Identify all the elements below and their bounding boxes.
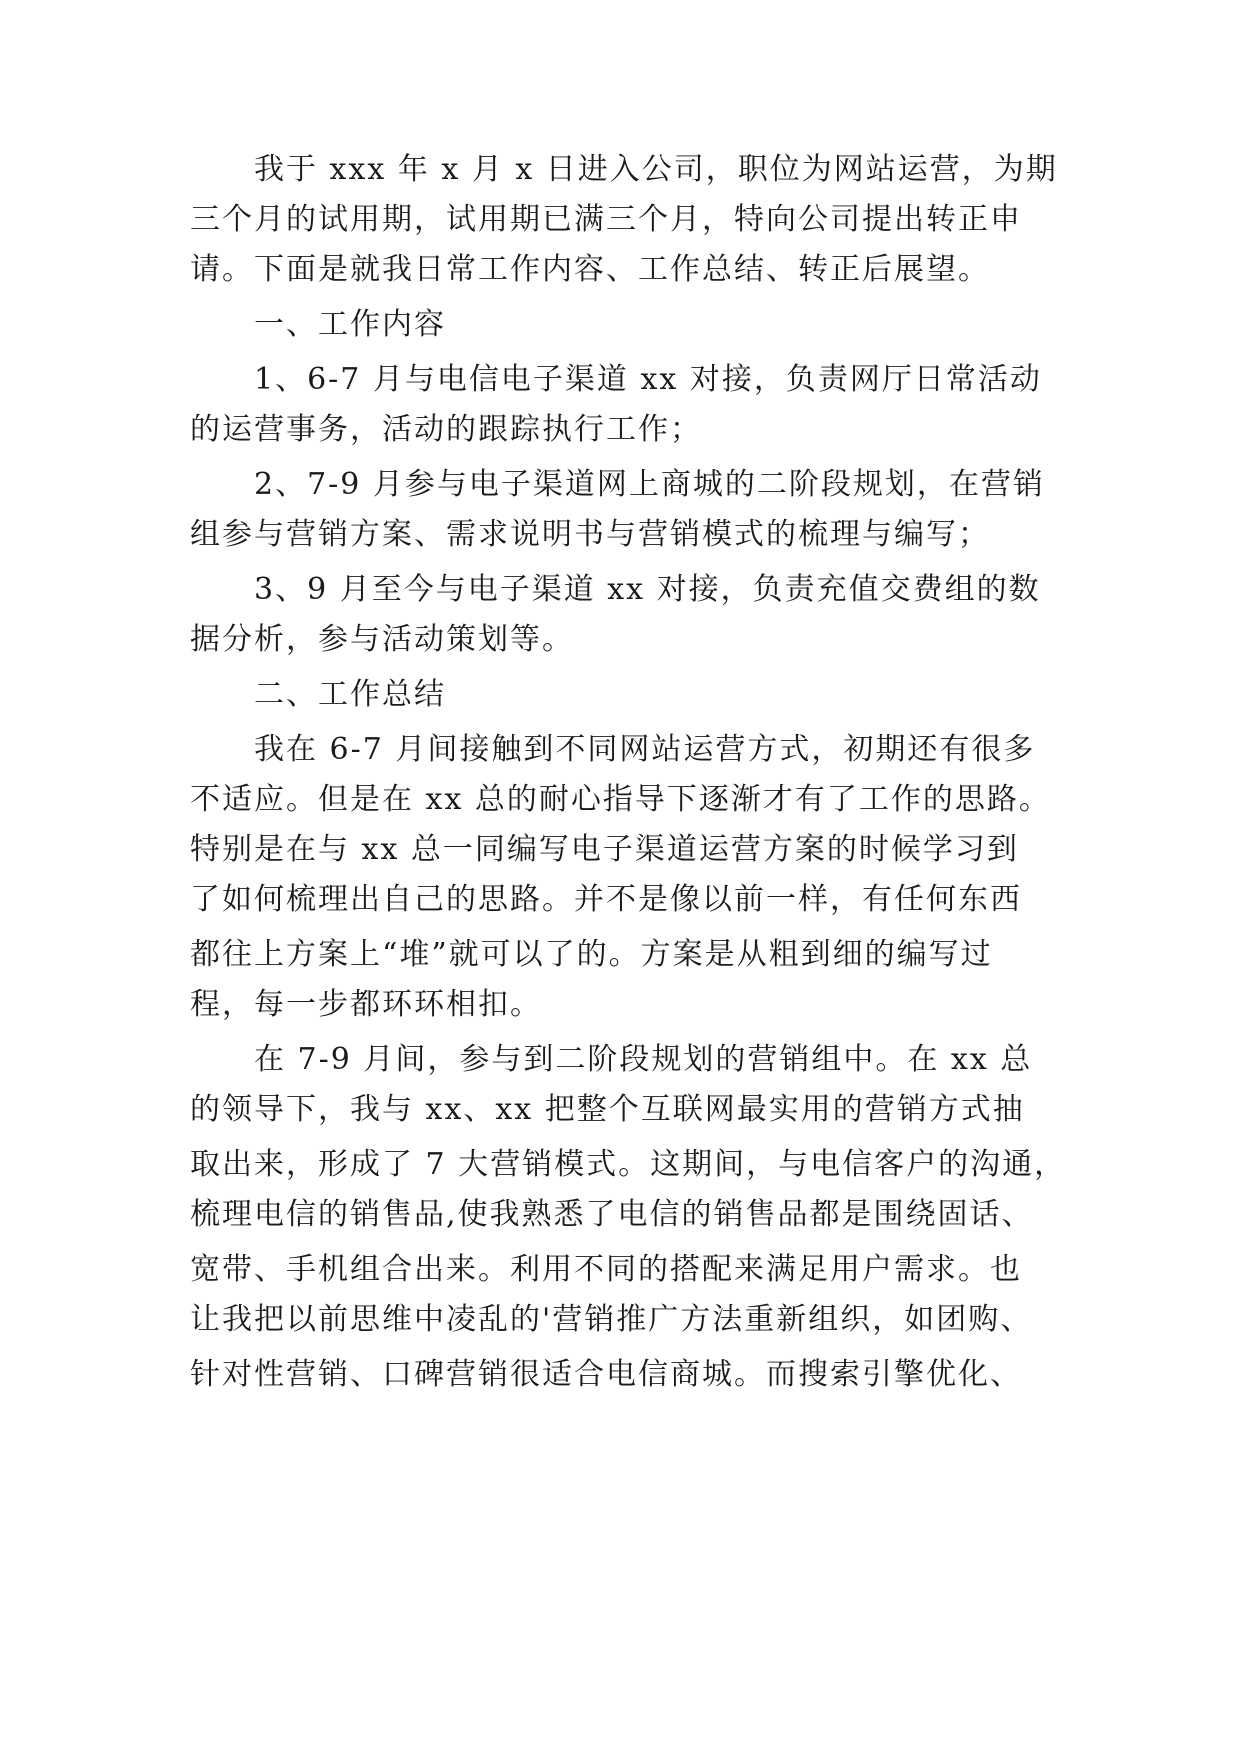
- paragraph-line: 据分析，参与活动策划等。: [190, 622, 574, 657]
- paragraph-line: 3、9 月至今与电子渠道 xx 对接，负责充值交费组的数: [254, 572, 1041, 607]
- paragraph-line: 不适应。但是在 xx 总的耐心指导下逐渐才有了工作的思路。: [190, 782, 1051, 817]
- paragraph-line: 了如何梳理出自己的思路。并不是像以前一样，有任何东西: [190, 882, 1022, 917]
- section-heading: 二、工作总结: [254, 677, 446, 712]
- paragraph-line: 取出来，形成了 7 大营销模式。这期间，与电信客户的沟通，: [190, 1147, 1067, 1182]
- section-heading: 一、工作内容: [254, 307, 446, 342]
- paragraph-line: 宽带、手机组合出来。利用不同的搭配来满足用户需求。也: [190, 1252, 1022, 1287]
- paragraph-line: 针对性营销、口碑营销很适合电信商城。而搜索引擎优化、: [190, 1357, 1022, 1392]
- paragraph-line: 三个月的试用期，试用期已满三个月，特向公司提出转正申: [190, 202, 1022, 237]
- paragraph-line: 请。下面是就我日常工作内容、工作总结、转正后展望。: [190, 252, 990, 287]
- paragraph-line: 1、6-7 月与电信电子渠道 xx 对接，负责网厅日常活动: [254, 362, 1042, 397]
- paragraph-line: 2、7-9 月参与电子渠道网上商城的二阶段规划，在营销: [254, 467, 1045, 502]
- paragraph-line: 让我把以前思维中凌乱的'营销推广方法重新组织，如团购、: [190, 1302, 1033, 1337]
- paragraph-line: 我在 6-7 月间接触到不同网站运营方式，初期还有很多: [254, 732, 1036, 767]
- paragraph-line: 组参与营销方案、需求说明书与营销模式的梳理与编写；: [190, 517, 990, 552]
- paragraph-line: 特别是在与 xx 总一同编写电子渠道运营方案的时候学习到: [190, 832, 1019, 867]
- paragraph-line: 都往上方案上“堆”就可以了的。方案是从粗到细的编写过: [190, 937, 993, 972]
- paragraph-line: 程，每一步都环环相扣。: [190, 987, 542, 1022]
- paragraph-line: 的运营事务，活动的跟踪执行工作；: [190, 412, 702, 447]
- paragraph-line: 我于 xxx 年 x 月 x 日进入公司，职位为网站运营，为期: [254, 152, 1058, 187]
- paragraph-line: 在 7-9 月间，参与到二阶段规划的营销组中。在 xx 总: [254, 1042, 1033, 1077]
- paragraph-line: 梳理电信的销售品,使我熟悉了电信的销售品都是围绕固话、: [190, 1197, 1034, 1232]
- paragraph-line: 的领导下，我与 xx、xx 把整个互联网最实用的营销方式抽: [190, 1092, 1025, 1127]
